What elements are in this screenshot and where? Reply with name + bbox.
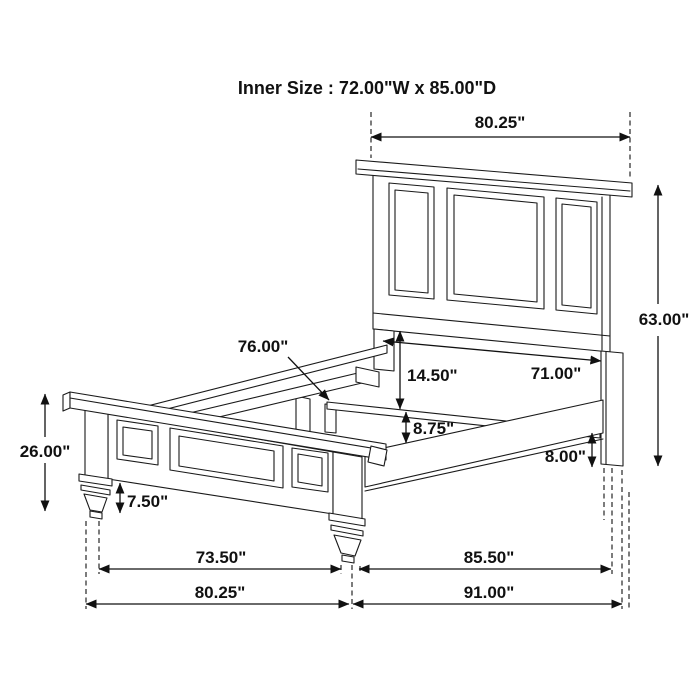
dim-feet-inner-span-label: 73.50" [195,548,247,567]
dim-center-rail-length-label: 76.00" [237,337,289,356]
inner-size-title: Inner Size : 72.00"W x 85.00"D [237,78,497,98]
dim-rail-height-label: 8.75" [413,419,455,438]
dim-inner-length-label: 71.00" [530,364,582,383]
dim-rail-floor-gap-label: 8.00" [544,447,586,466]
dim-footboard-width-label: 80.25" [194,583,246,602]
dim-footboard-height-label: 26.00" [19,442,71,461]
headboard-right-leg [601,351,623,466]
footboard-right-foot [329,513,365,563]
dim-headboard-height-label: 63.00" [638,310,690,329]
dim-top-width-label: 80.25" [474,113,526,132]
dim-overall-length-label: 91.00" [463,583,515,602]
dim-foot-height-label: 7.50" [127,492,169,511]
footboard-right-post [333,452,362,519]
dim-headboard-to-rail-label: 14.50" [407,366,458,385]
dim-rail-span-label: 85.50" [463,548,515,567]
footboard [63,392,387,563]
footboard-left-post [85,409,108,479]
footboard-left-foot [79,474,112,519]
